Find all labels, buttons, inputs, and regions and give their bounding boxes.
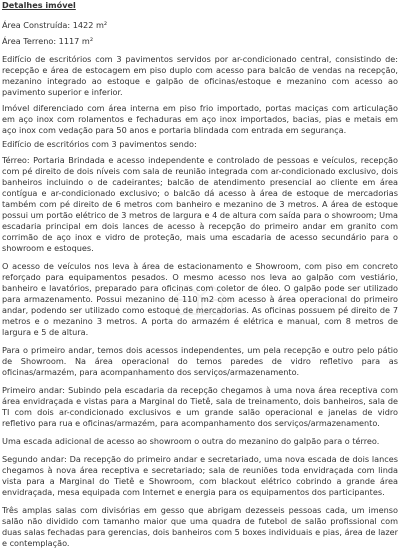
house-logo-watermark-icon (168, 278, 232, 318)
description-paragraph: Imóvel diferenciado com área interna em piso frio importado, portas maciças com articulação em aço inox com rolamentos e fechaduras em aço inox importados, bacias, pias e metais em aço inox com vedação para 50 anos e portaria blindada com entrada em segurança. (2, 103, 398, 135)
built-area: Área Construída: 1422 m² (2, 20, 108, 30)
second-floor-paragraph: Segundo andar: Da recepção do primeiro andar e secretariado, uma nova escada de dois lances chegamos à nova área receptiva e secretariado; sala de reuniões toda envidraçada com linda vista para a Marginal do Tietê e Showroom, com blackout elétrico cobrindo a grande área envidraçada, mesa equipada com Internet e energia para os equipamentos dos participantes. (2, 454, 398, 497)
ground-floor-paragraph: Térreo: Portaria Brindada e acesso independente e controlado de pessoas e veículos, recepção com pé direito de dois níveis com sala de reunião integrada com ar-condicionado exclusivo, dois banheiros incluindo o de cadeirantes; balcão de atendimento presencial ao cliente em área contígua e ar-condicionado exclusivo; o balcão dá acesso à área de estoque de mercadorias também com pé direito de 6 metros com banheiro e mezanino de 3 metros. A área de estoque possui um portão elétrico de 3 metros de largura e 4 de altura com saída para o showroom; Uma escadaria principal em dois lances de acesso à recepção do primeiro andar em granito com corrimão de aço inox e vidro de proteção, mais uma escadaria de acesso secundário para o showroom e estoques. (2, 155, 398, 253)
section-title: Detalhes imóvel (2, 0, 76, 10)
rooms-paragraph: Três amplas salas com divisórias em gesso que abrigam dezesseis pessoas cada, um imenso salão não dividido com tamanho maior que uma quadra de futebol de salão profissional com duas salas fechadas para gerencias, dois banheiros com 5 boxes individuais e pias, área de lazer e contemplação. (2, 505, 398, 548)
stairs-paragraph: Uma escada adicional de acesso ao showroom o outra do mezanino do galpão para o térreo. (2, 436, 380, 446)
land-area: Área Terreno: 1117 m² (2, 36, 94, 46)
first-floor-paragraph: Primeiro andar: Subindo pela escadaria da recepção chegamos à uma nova área receptiva com área envidraçada e vistas para a Marginal do Tietê, sala de treinamento, dois banheiros, sala de TI com dois ar-condicionado exclusivos e um grande salão operacional e janelas de vidro refletivo para rua e oficinas/armazém, para acompanhamento dos serviços/armazenamento. (2, 385, 398, 428)
description-paragraph: Edifício de escritórios com 3 pavimentos sendo: (2, 139, 197, 149)
first-floor-access-paragraph: Para o primeiro andar, temos dois acessos independentes, um pela recepção e outro pelo pátio de Showroom. Na área operacional do temos paredes de vidro refletivo para as oficinas/armazém, para acompanhamento dos serviços/armazenamento. (2, 345, 398, 377)
vehicle-access-paragraph: O acesso de veículos nos leva à área de estacionamento e Showroom, com piso em concreto reforçado para equipamentos pesados. O mesmo acesso nos leva ao galpão com vestiário, banheiro e lavatórios, preparado para oficinas com coletor de óleo. O galpão pode ser utilizado para armazenamento. Possui mezanino de 110 m2 com acesso à área operacional do primeiro andar, podendo ser utilizado como estoque de mercadorias. As oficinas possuem pé direito de 7 metros e o mezanino 3 metros. A porta do armazém é elétrica e manual, com 8 metros de largura e 5 de altura. (2, 261, 398, 337)
description-paragraph: Edifício de escritórios com 3 pavimentos servidos por ar-condicionado central, consistindo de: recepção e área de estocagem em piso duplo com acesso para balcão de vendas na recepção, mezanino integrado ao estoque e galpão de oficinas/estoque e mezanino com acesso ao pavimento superior e inferior. (2, 54, 398, 97)
